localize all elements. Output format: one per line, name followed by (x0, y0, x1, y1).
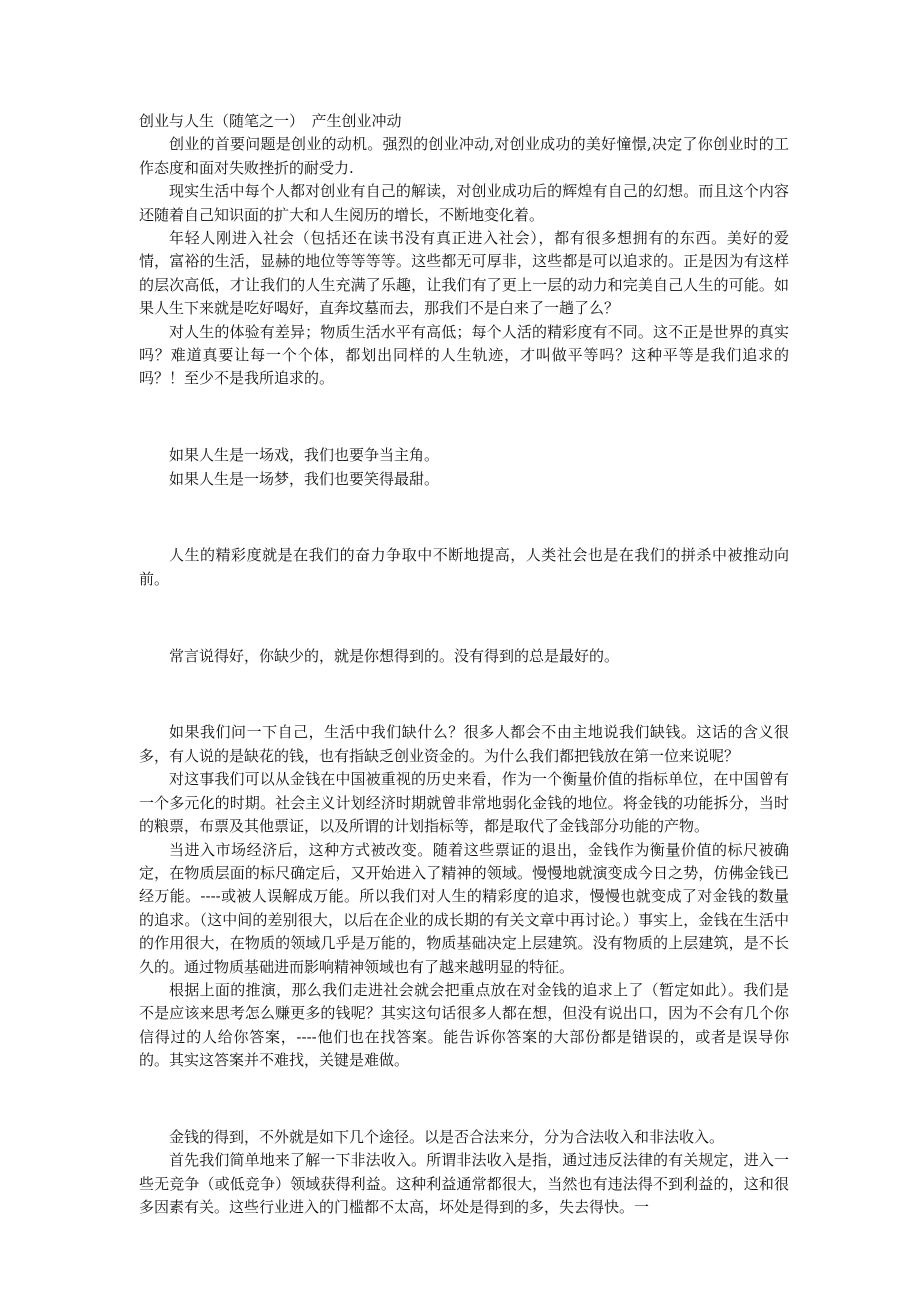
paragraph: 创业的首要问题是创业的动机。强烈的创业冲动,对创业成功的美好憧憬,决定了你创业时的工作态度和面对失败挫折的耐受力. (139, 135, 789, 177)
paragraph: 对这事我们可以从金钱在中国被重视的历史来看，作为一个衡量价值的指标单位，在中国曾有一个多元化的时期。社会主义计划经济时期就曾非常地弱化金钱的地位。将金钱的功能拆分，当时的粮票，布票及其他票证，以及所谓的计划指标等，都是取代了金钱部分功能的产物。 (139, 770, 789, 836)
blank-line (139, 406, 789, 429)
blank-line (139, 683, 789, 706)
paragraph: 金钱的得到，不外就是如下几个途径。以是否合法来分，分为合法收入和非法收入。 (169, 1127, 725, 1146)
paragraph: 对人生的体验有差异；物质生活水平有高低；每个人活的精彩度有不同。这不正是世界的真实吗？难道真要让每一个个体，都划出同样的人生轨迹，才叫做平等吗？这种平等是我们追求的吗？！至少不是我所追求的。 (139, 322, 789, 388)
document-title: 创业与人生（随笔之一） 产生创业冲动 (139, 112, 402, 130)
blank-line (139, 506, 789, 529)
paragraph: 当进入市场经济后，这种方式被改变。随着这些票证的退出，金钱作为衡量价值的标尺被确定，在物质层面的标尺确定后，又开始进入了精神的领域。慢慢地就演变成今日之势，仿佛金钱已经万能。----或被人误解成万能。所以我们对人生的精彩度的追求，慢慢也就变成了对金钱的数量的追求。（这中间的差别很大，以后在企业的成长期的有关文章中再讨论。）事实上，金钱在生活中的作用很大，在物质的领域几乎是万能的，物质基础决定上层建筑。没有物质的上层建筑，是不长久的。通过物质基础进而影响精神领域也有了越来越明显的特征。 (139, 840, 789, 976)
blank-line (139, 606, 789, 629)
paragraph: 首先我们简单地来了解一下非法收入。所谓非法收入是指，通过违反法律的有关规定，进入一些无竞争（或低竞争）领域获得利益。这种利益通常都很大，当然也有违法得不到利益的，这和很多因素有关。这些行业进入的门槛都不太高，坏处是得到的多，失去得快。一 (139, 1151, 789, 1217)
paragraph: 如果人生是一场梦，我们也要笑得最甜。 (169, 469, 440, 488)
blank-line (139, 1088, 789, 1111)
paragraph: 如果人生是一场戏，我们也要争当主角。 (169, 446, 440, 465)
document-body (139, 133, 789, 1219)
paragraph: 现实生活中每个人都对创业有自己的解读，对创业成功后的辉煌有自己的幻想。而且这个内容还随着自己知识面的扩大和人生阅历的增长，不断地变化着。 (139, 182, 789, 224)
paragraph: 常言说得好，你缺少的，就是你想得到的。没有得到的总是最好的。 (169, 646, 620, 665)
paragraph: 人生的精彩度就是在我们的奋力争取中不断地提高，人类社会也是在我们的拼杀中被推动向前。 (139, 546, 789, 588)
document-page (139, 110, 789, 1220)
paragraph: 如果我们问一下自己，生活中我们缺什么？很多人都会不由主地说我们缺钱。这话的含义很多，有人说的是缺花的钱，也有指缺乏创业资金的。为什么我们都把钱放在第一位来说呢？ (139, 723, 789, 765)
paragraph: 根据上面的推演，那么我们走进社会就会把重点放在对金钱的追求上了（暂定如此）。我们是不是应该来思考怎么赚更多的钱呢？其实这句话很多人都在想，但没有说出口，因为不会有几个你信得过的人给你答案，----他们也在找答案。能告诉你答案的大部份都是错误的，或者是误导你的。其实这答案并不难找，关键是难做。 (139, 980, 789, 1070)
paragraph: 年轻人刚进入社会（包括还在读书没有真正进入社会），都有很多想拥有的东西。美好的爱情，富裕的生活，显赫的地位等等等等。这些都无可厚非，这些都是可以追求的。正是因为有这样的层次高低，才让我们的人生充满了乐趣，让我们有了更上一层的动力和完美自己人生的可能。如果人生下来就是吃好喝好，直奔坟墓而去，那我们不是白来了一趟了么？ (139, 229, 789, 318)
